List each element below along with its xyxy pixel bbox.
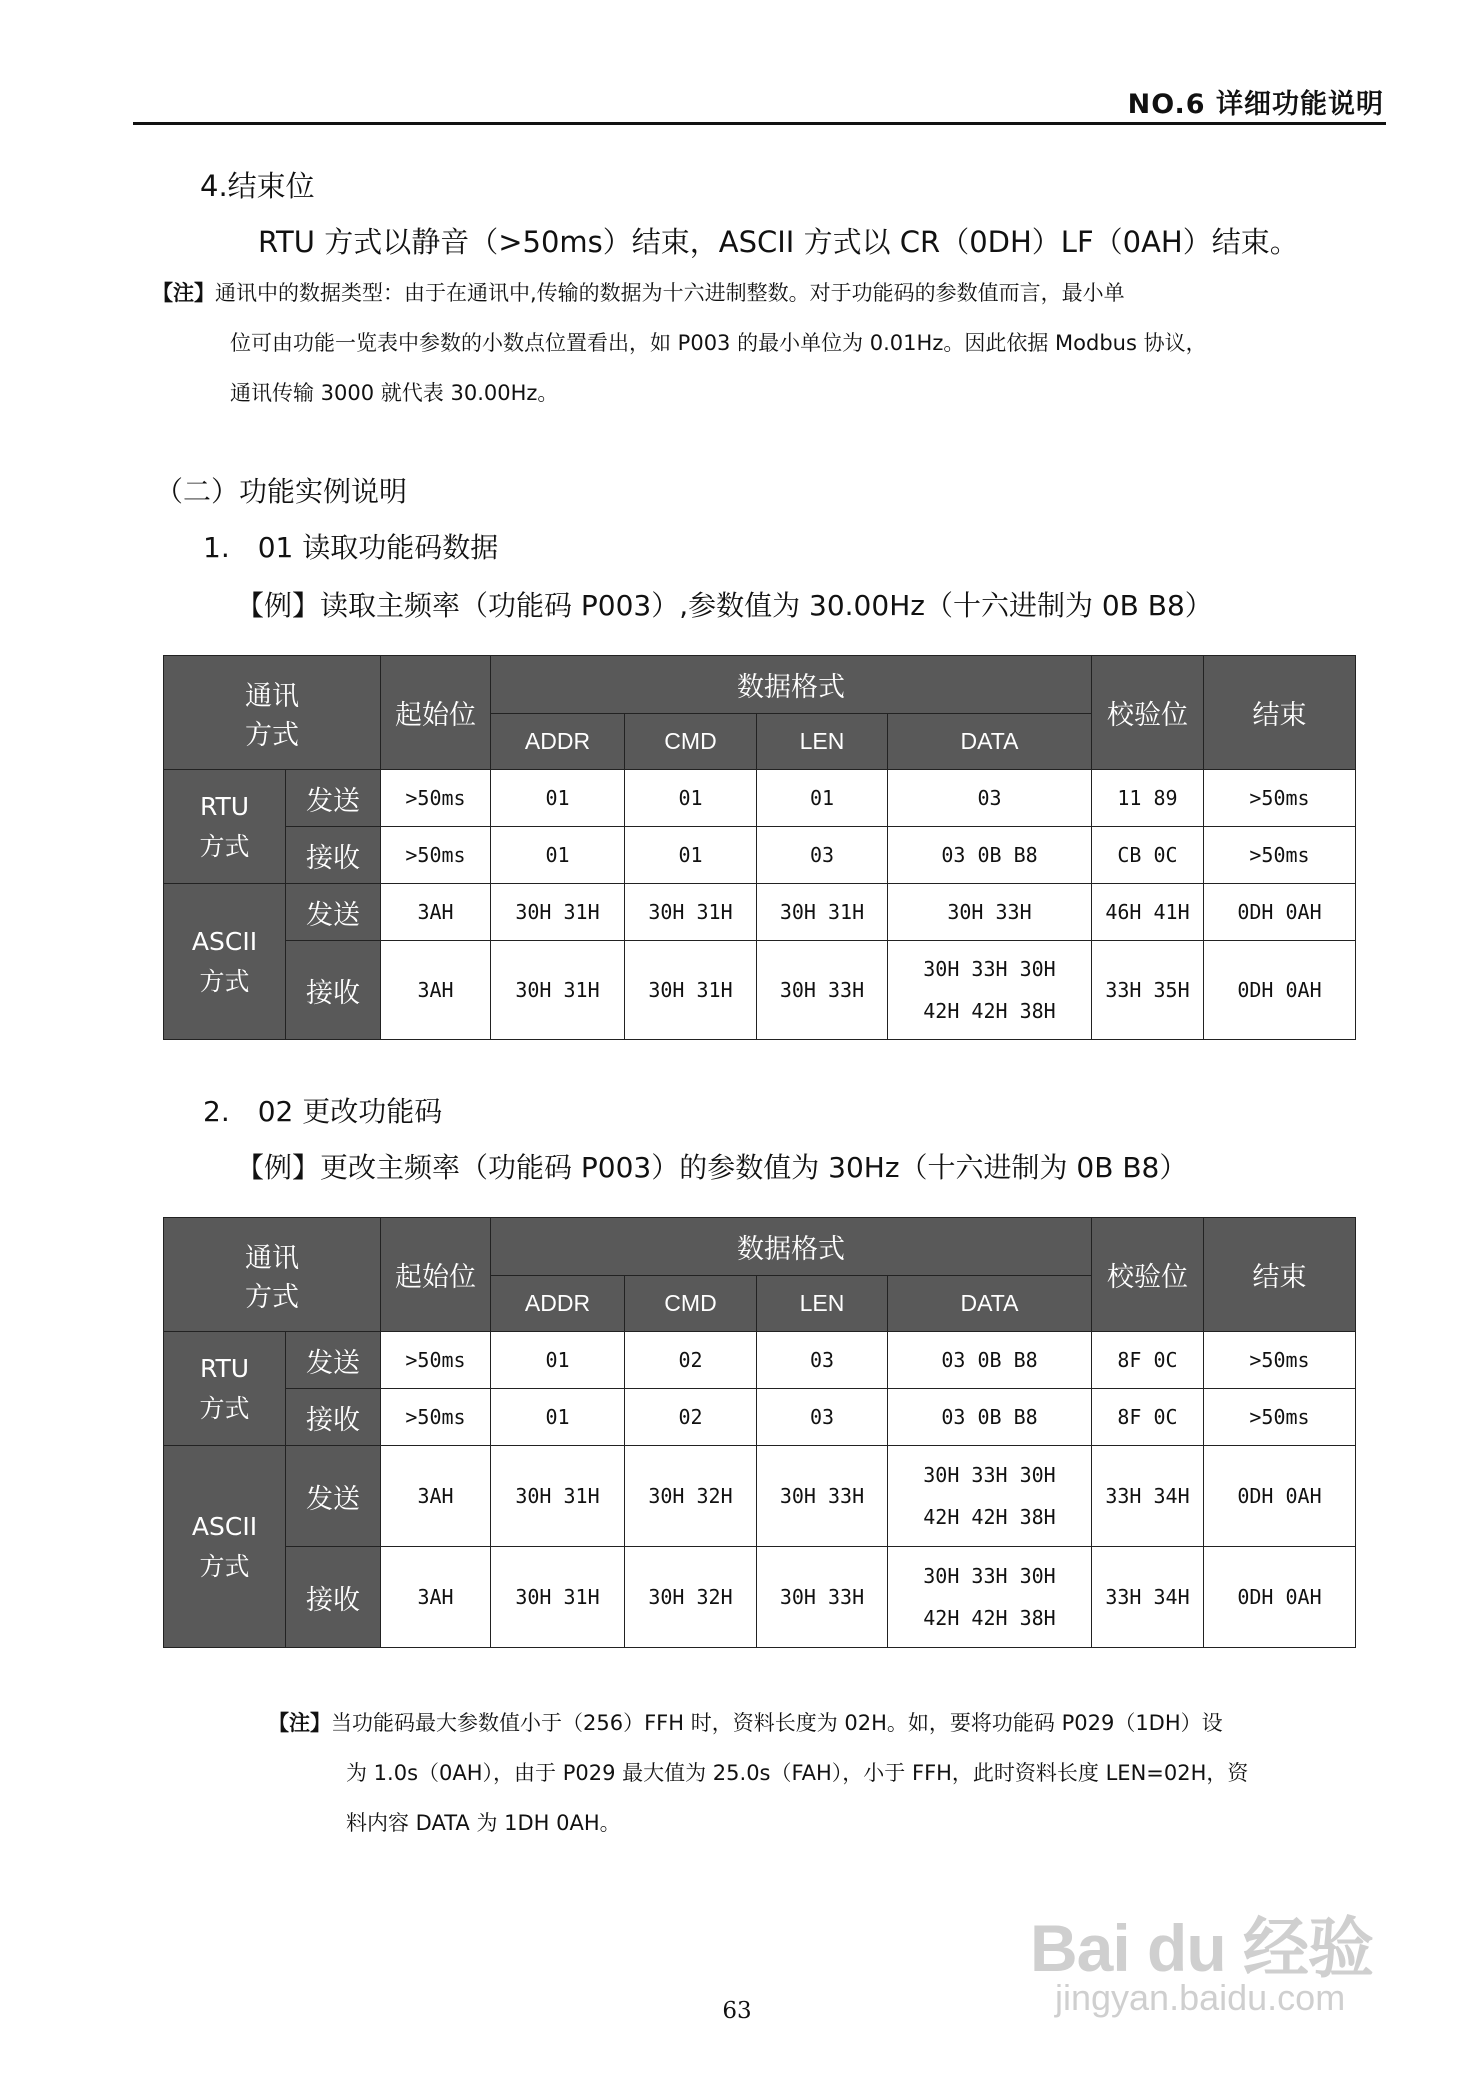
header-divider [133, 122, 1386, 125]
table-row [164, 941, 1356, 1040]
cell-check: 46H 41H [1092, 884, 1204, 941]
cell-check: 11 89 [1092, 770, 1204, 827]
header-check-bit: 校验位 [1092, 1218, 1204, 1332]
section-4-text: RTU 方式以静音（>50ms）结束，ASCII 方式以 CR（0DH）LF（0AH）结束。 [258, 225, 1299, 259]
watermark-url: jingyan.baidu.com [1055, 1977, 1346, 2018]
cell-len: 03 [757, 1389, 888, 1446]
cell-data: 30H 33H 30H 42H 42H 38H [888, 1446, 1092, 1547]
table-row [164, 884, 1356, 941]
header-len: LEN [757, 714, 888, 770]
note-2-label: 【注】 [268, 1711, 331, 1735]
cell-start: >50ms [381, 827, 491, 884]
cell-cmd: 30H 32H [625, 1547, 757, 1648]
section-2-heading: （二）功能实例说明 [155, 475, 408, 508]
cell-cmd: 01 [625, 770, 757, 827]
cell-check: 8F 0C [1092, 1389, 1204, 1446]
header-end: 结束 [1204, 1218, 1356, 1332]
cell-addr: 30H 31H [491, 884, 625, 941]
cell-check: 33H 35H [1092, 941, 1204, 1040]
cell-start: >50ms [381, 770, 491, 827]
cell-len: 01 [757, 770, 888, 827]
table-write-function-code [163, 1217, 1356, 1648]
cell-end: 0DH 0AH [1204, 1547, 1356, 1648]
dir-recv: 接收 [286, 1547, 381, 1648]
cell-addr: 01 [491, 827, 625, 884]
cell-end: 0DH 0AH [1204, 1446, 1356, 1547]
page-number: 63 [722, 1998, 752, 2024]
item-2-title: 2. 02 更改功能码 [203, 1095, 443, 1128]
note-2-line1: 当功能码最大参数值小于（256）FFH 时，资料长度为 02H。如，要将功能码 P029（1DH）设 [331, 1711, 1223, 1735]
cell-data: 30H 33H [888, 884, 1092, 941]
item-1-title: 1. 01 读取功能码数据 [203, 531, 499, 564]
table-read-function-code [163, 655, 1356, 1040]
cell-len: 03 [757, 827, 888, 884]
cell-len: 30H 31H [757, 884, 888, 941]
cell-start: >50ms [381, 1332, 491, 1389]
cell-start: 3AH [381, 941, 491, 1040]
cell-cmd: 02 [625, 1389, 757, 1446]
watermark-logo: Bai du 经验 [1030, 1911, 1374, 1985]
header-len: LEN [757, 1276, 888, 1332]
table-row [164, 827, 1356, 884]
cell-end: >50ms [1204, 770, 1356, 827]
header-check-bit: 校验位 [1092, 656, 1204, 770]
cell-addr: 01 [491, 770, 625, 827]
mode-rtu: RTU 方式 [164, 1332, 286, 1446]
cell-start: 3AH [381, 1547, 491, 1648]
dir-recv: 接收 [286, 827, 381, 884]
cell-addr: 30H 31H [491, 1547, 625, 1648]
mode-ascii: ASCII 方式 [164, 884, 286, 1040]
cell-cmd: 30H 31H [625, 884, 757, 941]
section-4-heading: 4.结束位 [200, 169, 315, 203]
cell-addr: 30H 31H [491, 941, 625, 1040]
item-2-example: 【例】更改主频率（功能码 P003）的参数值为 30Hz（十六进制为 0B B8） [236, 1151, 1188, 1184]
table-row [164, 1446, 1356, 1547]
cell-len: 30H 33H [757, 941, 888, 1040]
cell-start: >50ms [381, 1389, 491, 1446]
header-start-bit: 起始位 [381, 1218, 491, 1332]
cell-data: 03 0B B8 [888, 1389, 1092, 1446]
cell-check: 33H 34H [1092, 1446, 1204, 1547]
dir-send: 发送 [286, 884, 381, 941]
table-row [164, 1547, 1356, 1648]
cell-check: 33H 34H [1092, 1547, 1204, 1648]
cell-cmd: 01 [625, 827, 757, 884]
header-cmd: CMD [625, 714, 757, 770]
cell-end: >50ms [1204, 827, 1356, 884]
cell-data: 03 0B B8 [888, 827, 1092, 884]
cell-len: 30H 33H [757, 1547, 888, 1648]
cell-data: 03 0B B8 [888, 1332, 1092, 1389]
cell-addr: 01 [491, 1389, 625, 1446]
cell-start: 3AH [381, 1446, 491, 1547]
cell-end: >50ms [1204, 1389, 1356, 1446]
cell-data: 30H 33H 30H 42H 42H 38H [888, 941, 1092, 1040]
header-comm-mode: 通讯 方式 [164, 1218, 381, 1332]
cell-end: 0DH 0AH [1204, 941, 1356, 1040]
cell-end: 0DH 0AH [1204, 884, 1356, 941]
header-data-format: 数据格式 [491, 1218, 1092, 1276]
note-2-line2: 为 1.0s（0AH），由于 P029 最大值为 25.0s（FAH），小于 FFH，此时资料长度 LEN=02H，资 [346, 1761, 1249, 1785]
note-1-line3: 通讯传输 3000 就代表 30.00Hz。 [230, 381, 559, 405]
dir-send: 发送 [286, 1332, 381, 1389]
mode-rtu: RTU 方式 [164, 770, 286, 884]
cell-cmd: 30H 31H [625, 941, 757, 1040]
note-1-label: 【注】 [152, 281, 215, 305]
header-data: DATA [888, 714, 1092, 770]
note-1 [152, 268, 1412, 418]
dir-recv: 接收 [286, 1389, 381, 1446]
table-row [164, 770, 1356, 827]
note-2-line3: 料内容 DATA 为 1DH 0AH。 [346, 1811, 621, 1835]
mode-ascii: ASCII 方式 [164, 1446, 286, 1648]
item-1-example: 【例】读取主频率（功能码 P003）,参数值为 30.00Hz（十六进制为 0B B8） [236, 589, 1213, 622]
table-row [164, 1332, 1356, 1389]
cell-addr: 30H 31H [491, 1446, 625, 1547]
header-addr: ADDR [491, 1276, 625, 1332]
header-cmd: CMD [625, 1276, 757, 1332]
note-1-line2: 位可由功能一览表中参数的小数点位置看出，如 P003 的最小单位为 0.01Hz。因此依据 Modbus 协议， [230, 331, 1207, 355]
header-comm-mode: 通讯 方式 [164, 656, 381, 770]
cell-cmd: 02 [625, 1332, 757, 1389]
cell-cmd: 30H 32H [625, 1446, 757, 1547]
cell-addr: 01 [491, 1332, 625, 1389]
dir-recv: 接收 [286, 941, 381, 1040]
dir-send: 发送 [286, 770, 381, 827]
cell-check: 8F 0C [1092, 1332, 1204, 1389]
baidu-watermark [1030, 1895, 1374, 2018]
cell-end: >50ms [1204, 1332, 1356, 1389]
header-start-bit: 起始位 [381, 656, 491, 770]
cell-data: 03 [888, 770, 1092, 827]
cell-start: 3AH [381, 884, 491, 941]
table-row [164, 1389, 1356, 1446]
dir-send: 发送 [286, 1446, 381, 1547]
header-addr: ADDR [491, 714, 625, 770]
cell-data: 30H 33H 30H 42H 42H 38H [888, 1547, 1092, 1648]
note-1-line1: 通讯中的数据类型：由于在通讯中,传输的数据为十六进制整数。对于功能码的参数值而言，最小单 [215, 281, 1125, 305]
header-data: DATA [888, 1276, 1092, 1332]
cell-len: 30H 33H [757, 1446, 888, 1547]
cell-check: CB 0C [1092, 827, 1204, 884]
note-2 [268, 1698, 1378, 1848]
page-header-title: NO.6 详细功能说明 [1127, 89, 1384, 120]
header-data-format: 数据格式 [491, 656, 1092, 714]
cell-len: 03 [757, 1332, 888, 1389]
header-end: 结束 [1204, 656, 1356, 770]
